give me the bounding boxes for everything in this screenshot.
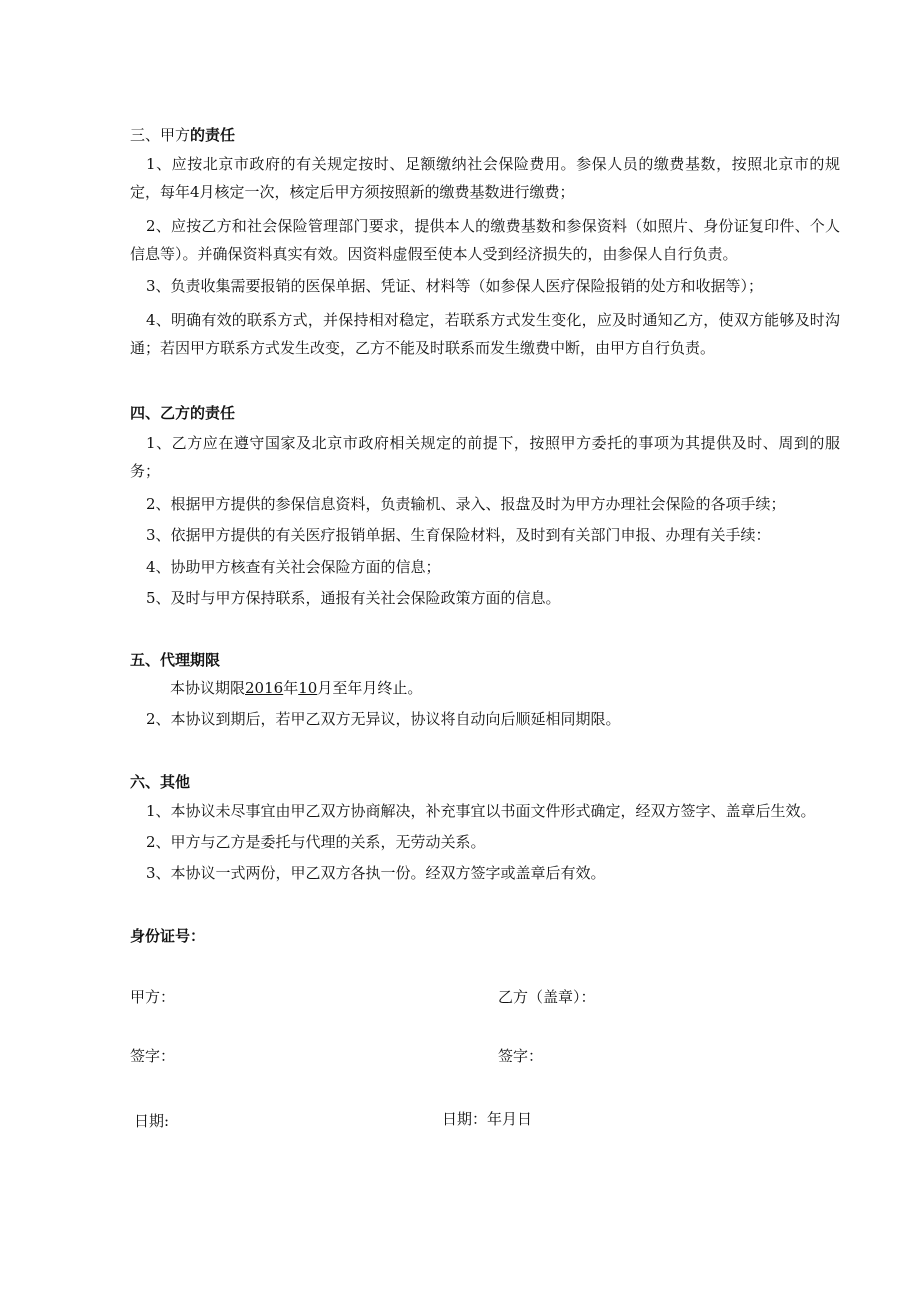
party-a-signature-label: 签字：	[130, 1047, 176, 1065]
section3-item-3: 3、负责收集需要报销的医保单据、凭证、材料等（如参保人医疗保险报销的处方和收据等）；	[146, 277, 764, 295]
section4-item-4: 4、协助甲方核查有关社会保险方面的信息；	[146, 558, 441, 576]
section5-heading: 五、代理期限	[130, 651, 221, 669]
section4-item-2: 2、根据甲方提供的参保信息资料，负责输机、录入、报盘及时为甲方办理社会保险的各项手续；	[146, 495, 786, 513]
term-month: 10	[298, 679, 318, 697]
section5-item-2: 2、本协议到期后，若甲乙双方无异议，协议将自动向后顺延相同期限。	[146, 710, 621, 728]
section3-item-1: 1、应按北京市政府的有关规定按时、足额缴纳社会保险费用。参保人员的缴费基数，按照北京市的规定，每年4月核定一次，核定后甲方须按照新的缴费基数进行缴费；	[130, 155, 840, 201]
section4-item-3: 3、依据甲方提供的有关医疗报销单据、生育保险材料，及时到有关部门申报、办理有关手续：	[146, 526, 771, 544]
section3-heading	[130, 124, 235, 145]
party-b-signature-label: 签字：	[498, 1047, 544, 1065]
section3-item-4: 4、明确有效的联系方式，并保持相对稳定，若联系方式发生变化，应及时通知乙方，使双方能够及时沟通；若因甲方联系方式发生改变，乙方不能及时联系而发生缴费中断，由甲方自行负责。	[130, 311, 840, 357]
term-prefix: 本协议期限	[170, 679, 246, 697]
section4-item-1: 1、乙方应在遵守国家及北京市政府相关规定的前提下，按照甲方委托的事项为其提供及时、周到的服务；	[130, 434, 840, 480]
section3-heading-bold: 的责任	[190, 126, 236, 144]
section3-heading-prefix: 三、甲方	[130, 126, 191, 144]
term-suffix: 月至年月终止。	[317, 679, 423, 697]
term-year: 2016	[245, 679, 284, 697]
party-a-label: 甲方：	[130, 988, 176, 1006]
section4-item-5: 5、及时与甲方保持联系，通报有关社会保险政策方面的信息。	[146, 589, 561, 607]
section3-item-2: 2、应按乙方和社会保险管理部门要求，提供本人的缴费基数和参保资料（如照片、身份证复印件、个人信息等）。并确保资料真实有效。因资料虚假至使本人受到经济损失的，由参保人自行负责。	[130, 217, 840, 263]
section5-term	[130, 674, 840, 702]
party-b-date-label: 日期：年月日	[442, 1110, 533, 1128]
section6-item-3: 3、本协议一式两份，甲乙双方各执一份。经双方签字或盖章后有效。	[146, 864, 606, 882]
section4-heading: 四、乙方的责任	[130, 404, 236, 422]
party-b-label: 乙方（盖章）：	[498, 988, 596, 1006]
party-a-date-label: 日期:	[134, 1112, 170, 1130]
section6-heading: 六、其他	[130, 773, 191, 791]
section6-item-1: 1、本协议未尽事宜由甲乙双方协商解决，补充事宜以书面文件形式确定，经双方签字、盖章后生效。	[146, 802, 816, 820]
term-year-unit: 年	[283, 679, 299, 697]
id-number-label: 身份证号：	[130, 927, 206, 945]
section6-item-2: 2、甲方与乙方是委托与代理的关系，无劳动关系。	[146, 833, 486, 851]
